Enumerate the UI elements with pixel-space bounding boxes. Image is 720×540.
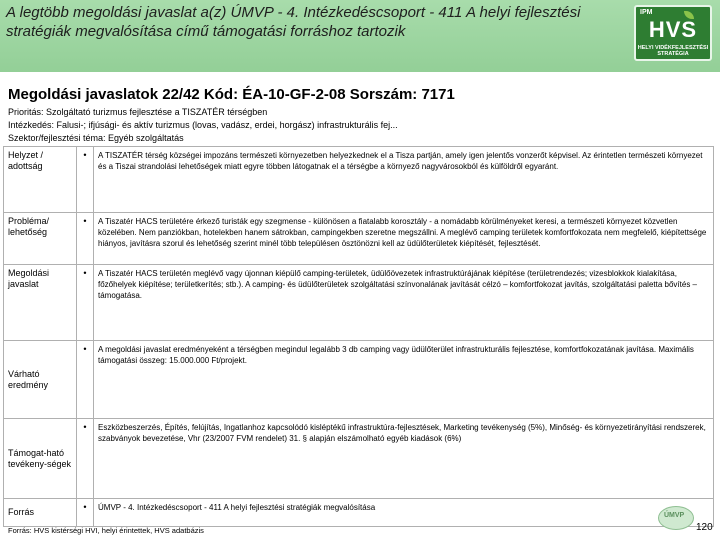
row-content: A megoldási javaslat eredményeként a térségben megindul legalább 3 db camping vagy üdülőterület infrastrukturális fejlesztése, komfortfokozatának javítása. Maximális támogatási összeg: 15.000.000 Ft/projekt.	[94, 341, 714, 419]
sector-line: Szektor/fejlesztési téma: Egyéb szolgáltatás	[8, 133, 184, 143]
proposal-table	[3, 146, 714, 527]
header-title: A legtöbb megoldási javaslat a(z) ÚMVP - 4. Intézkedéscsoport - 411 A helyi fejlesztési stratégiák megvalósítása című támogatási forráshoz tartozik	[6, 4, 581, 40]
bullet-icon: •	[77, 265, 94, 341]
row-content: ÚMVP - 4. Intézkedéscsoport - 411 A helyi fejlesztési stratégiák megvalósítása	[94, 499, 714, 527]
page-badge	[658, 506, 713, 536]
page-title: Megoldási javaslatok 22/42 Kód: ÉA-10-GF-2-08 Sorszám: 7171	[8, 86, 455, 103]
bullet-icon: •	[77, 341, 94, 419]
row-label: Helyzet / adottság	[4, 147, 77, 213]
bullet-icon: •	[77, 213, 94, 265]
row-label: Várható eredmény	[4, 341, 77, 419]
row-content: A Tiszatér HACS területére érkező turisták egy szegmense - különösen a fiatalabb korosztály - a nomádabb körülményeket keresi, a természeti környezet közvetlen közelében. Nem panziókban, hotelekben hanem sátrokban, campingekben szeretne megszállni. A meglévő camping területek komfortfokozata nem megfelelő, kiépítettsége hiányos, javításra szorul és lehetőség szerint minél több településen ösztönözni kell az üdülőterületek kiépítését, fejlesztését.	[94, 213, 714, 265]
measure-line: Intézkedés: Falusi-; ifjúsági- és aktív turizmus (lovas, vadász, erdei, horgász) infrastrukturális fej...	[8, 120, 398, 130]
row-content: A Tiszatér HACS területén meglévő vagy újonnan kiépülő camping-területek, üdülőövezetek infrastruktúrájának kiépítése (területrendezés; vizesblokkok kialakítása, főzőhelyek kiépítése; területkerítés; stb.). A camping- és üdülőterületek szolgáltatási színvonalának javítását célzó – komfortfokozat javítás, szolgáltatási paletta bővítés – támogatása.	[94, 265, 714, 341]
logo-main-text: HVS	[648, 17, 698, 42]
table-row	[4, 147, 714, 213]
table-row	[4, 341, 714, 419]
row-label: Megoldási javaslat	[4, 265, 77, 341]
table-row	[4, 499, 714, 527]
logo-sub-text: HELYI VIDÉKFEJLESZTÉSI STRATÉGIA	[637, 45, 709, 57]
row-content: Eszközbeszerzés, Építés, felújítás, Ingatlanhoz kapcsolódó kisléptékű infrastruktúra-fejlesztések, Marketing tevékenység (5%), Minőség- és környezetirányítási rendszerek, szabványok bevezetése, Vhr (23/2007 FVM rendelet) 31. § alapján elszámolható egyéb kiadások (6%)	[94, 419, 714, 499]
logo-top-text: IPM	[640, 9, 653, 16]
row-label: Forrás	[4, 499, 77, 527]
bullet-icon: •	[77, 419, 94, 499]
hvs-logo	[634, 5, 712, 61]
table-row	[4, 213, 714, 265]
badge-text: ÚMVP	[664, 512, 685, 519]
header-banner	[0, 0, 720, 72]
row-label: Probléma/ lehetőség	[4, 213, 77, 265]
row-label: Támogat-ható tevékeny-ségek	[4, 419, 77, 499]
bullet-icon: •	[77, 499, 94, 527]
row-content: A TISZATÉR térség községei impozáns természeti környezetben helyezkednek el a Tisza partján, amely igen jelentős vonzerőt képvisel. Az érintetlen természeti környezet és a Tiszai strandolási lehetőségek miatt egyre többen látogatnak el a térségbe a környező nagyvárosokból és külföldről egyaránt.	[94, 147, 714, 213]
footer-source: Forrás: HVS kistérségi HVI, helyi érintettek, HVS adatbázis	[8, 526, 204, 535]
table-row	[4, 265, 714, 341]
bullet-icon: •	[77, 147, 94, 213]
table-row	[4, 419, 714, 499]
page-number: 120	[696, 522, 713, 533]
priority-line: Prioritás: Szolgáltató turizmus fejlesztése a TISZATÉR térségben	[8, 107, 268, 117]
